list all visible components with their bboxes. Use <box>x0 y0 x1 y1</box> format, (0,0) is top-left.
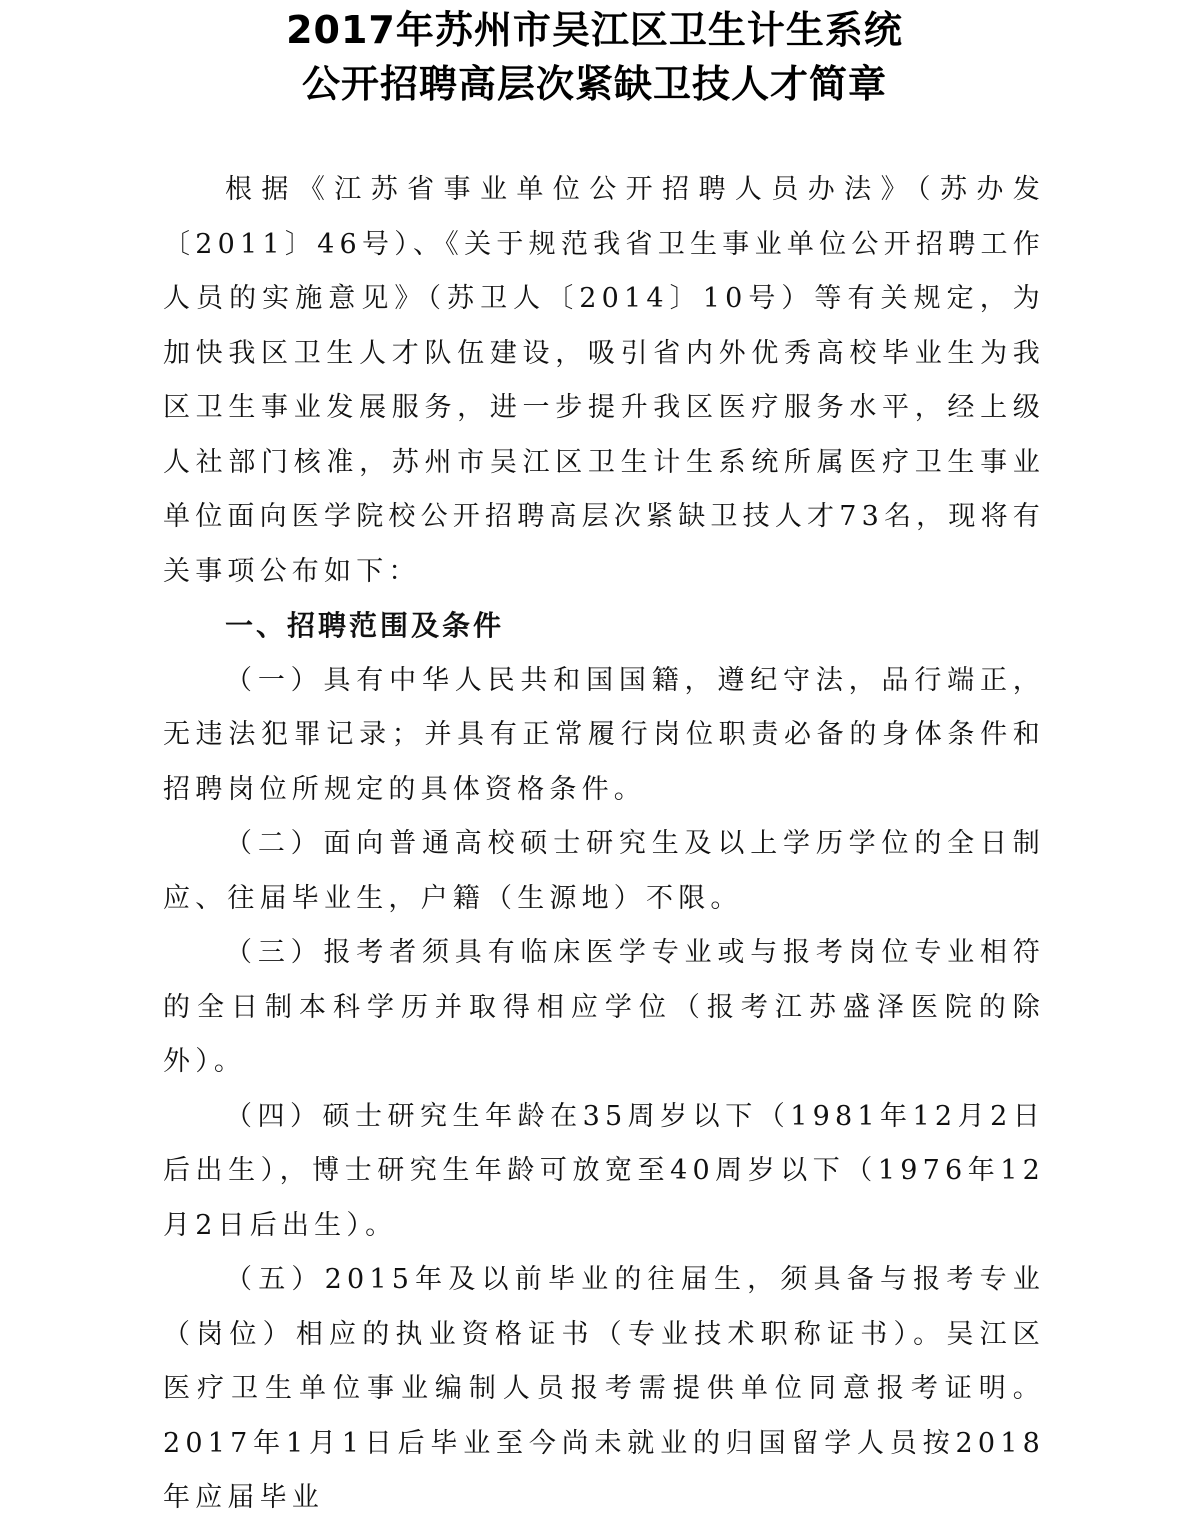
condition-item: （四）硕士研究生年龄在35周岁以下（1981年12月2日后出生），博士研究生年龄可放宽至40周岁以下（1976年12月2日后出生）。 <box>163 1100 1045 1241</box>
document-body <box>163 163 1045 1526</box>
document-title-line-1: 2017年苏州市吴江区卫生计生系统 <box>286 8 903 52</box>
document-title-line-2: 公开招聘高层次紧缺卫技人才简章 <box>301 62 887 106</box>
condition-item: （三）报考者须具有临床医学专业或与报考岗位专业相符的全日制本科学历并取得相应学位（报考江苏盛泽医院的除外）。 <box>163 937 1045 1077</box>
section-heading: 一、招聘范围及条件 <box>225 609 505 642</box>
condition-item: （二）面向普通高校硕士研究生及以上学历学位的全日制应、往届毕业生，户籍（生源地）不限。 <box>163 828 1045 914</box>
condition-item: （一）具有中华人民共和国国籍，遵纪守法，品行端正，无违法犯罪记录；并具有正常履行岗位职责必备的身体条件和招聘岗位所规定的具体资格条件。 <box>163 664 1045 805</box>
condition-item: （五）2015年及以前毕业的往届生，须具备与报考专业（岗位）相应的执业资格证书（专业技术职称证书）。吴江区医疗卫生单位事业编制人员报考需提供单位同意报考证明。2017年1月1日后毕业至今尚未就业的归国留学人员按2018年应届毕业 <box>163 1264 1045 1513</box>
intro-paragraph: 根据《江苏省事业单位公开招聘人员办法》（苏办发〔2011〕46号）、《关于规范我省卫生事业单位公开招聘工作人员的实施意见》（苏卫人〔2014〕10号）等有关规定，为加快我区卫生人才队伍建设，吸引省内外优秀高校毕业生为我区卫生事业发展服务，进一步提升我区医疗服务水平，经上级人社部门核准，苏州市吴江区卫生计生系统所属医疗卫生事业单位面向医学院校公开招聘高层次紧缺卫技人才73名，现将有关事项公布如下： <box>163 174 1045 587</box>
